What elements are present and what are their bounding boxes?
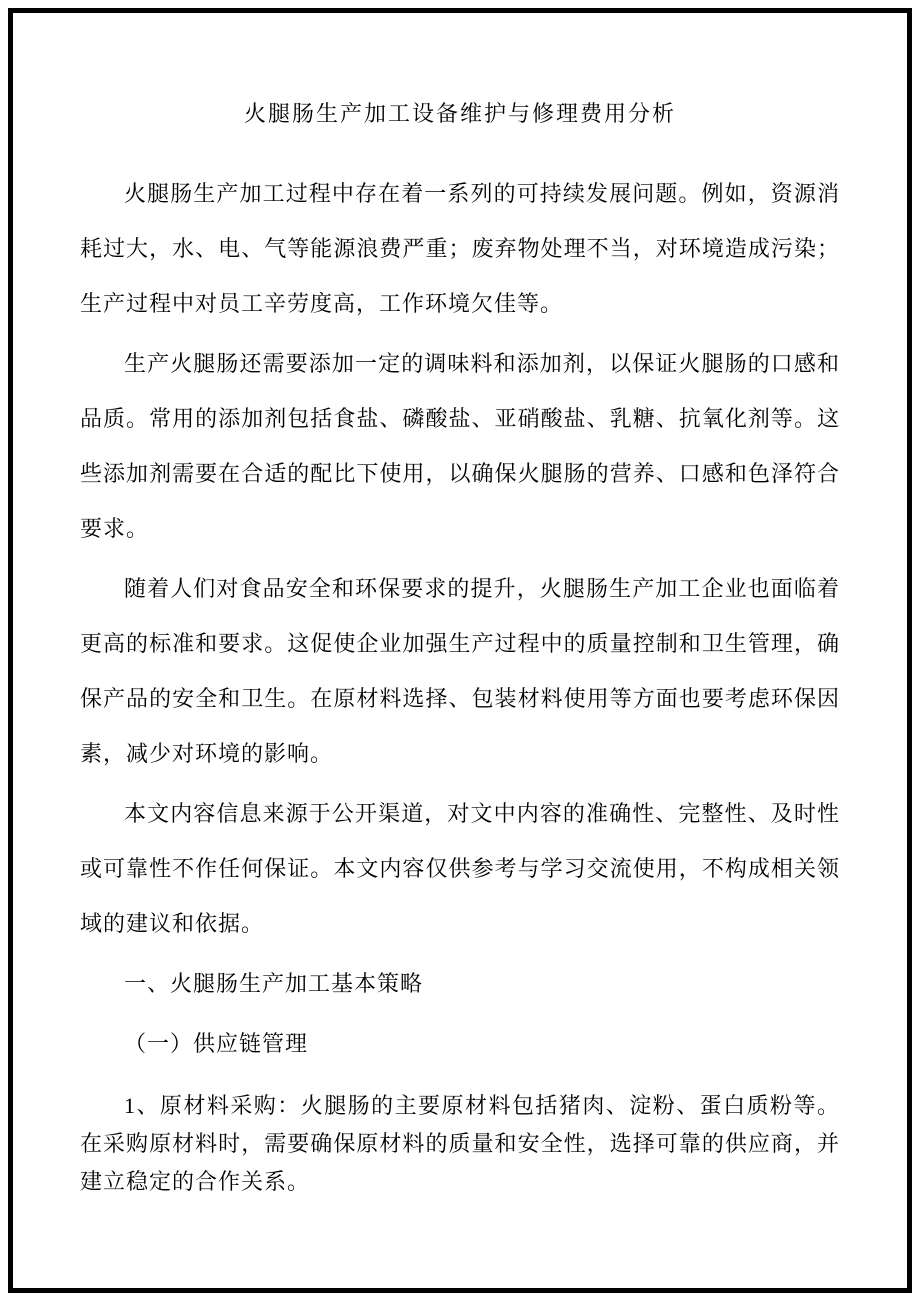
paragraph-additives: 生产火腿肠还需要添加一定的调味料和添加剂，以保证火腿肠的口感和品质。常用的添加剂包括食盐、磷酸盐、亚硝酸盐、乳糖、抗氧化剂等。这些添加剂需要在合适的配比下使用，以确保火腿肠的营养、口感和色泽符合要求。 — [80, 351, 840, 541]
paragraph-disclaimer: 本文内容信息来源于公开渠道，对文中内容的准确性、完整性、及时性或可靠性不作任何保证。本文内容仅供参考与学习交流使用，不构成相关领域的建议和依据。 — [80, 801, 840, 936]
paragraph-raw-materials: 1、原材料采购：火腿肠的主要原材料包括猪肉、淀粉、蛋白质粉等。在采购原材料时，需要确保原材料的质量和安全性，选择可靠的供应商，并建立稳定的合作关系。 — [80, 1093, 840, 1194]
paragraph-sustainability: 火腿肠生产加工过程中存在着一系列的可持续发展问题。例如，资源消耗过大，水、电、气等能源浪费严重；废弃物处理不当，对环境造成污染；生产过程中对员工辛劳度高，工作环境欠佳等。 — [80, 181, 840, 316]
document-content — [80, 98, 840, 1201]
paragraph-standards: 随着人们对食品安全和环保要求的提升，火腿肠生产加工企业也面临着更高的标准和要求。这促使企业加强生产过程中的质量控制和卫生管理，确保产品的安全和卫生。在原材料选择、包装材料使用等方面也要考虑环保因素，减少对环境的影响。 — [80, 576, 840, 766]
document-title: 火腿肠生产加工设备维护与修理费用分析 — [243, 101, 676, 126]
subsection-heading: （一）供应链管理 — [124, 1031, 309, 1056]
section-heading: 一、火腿肠生产加工基本策略 — [124, 971, 424, 996]
